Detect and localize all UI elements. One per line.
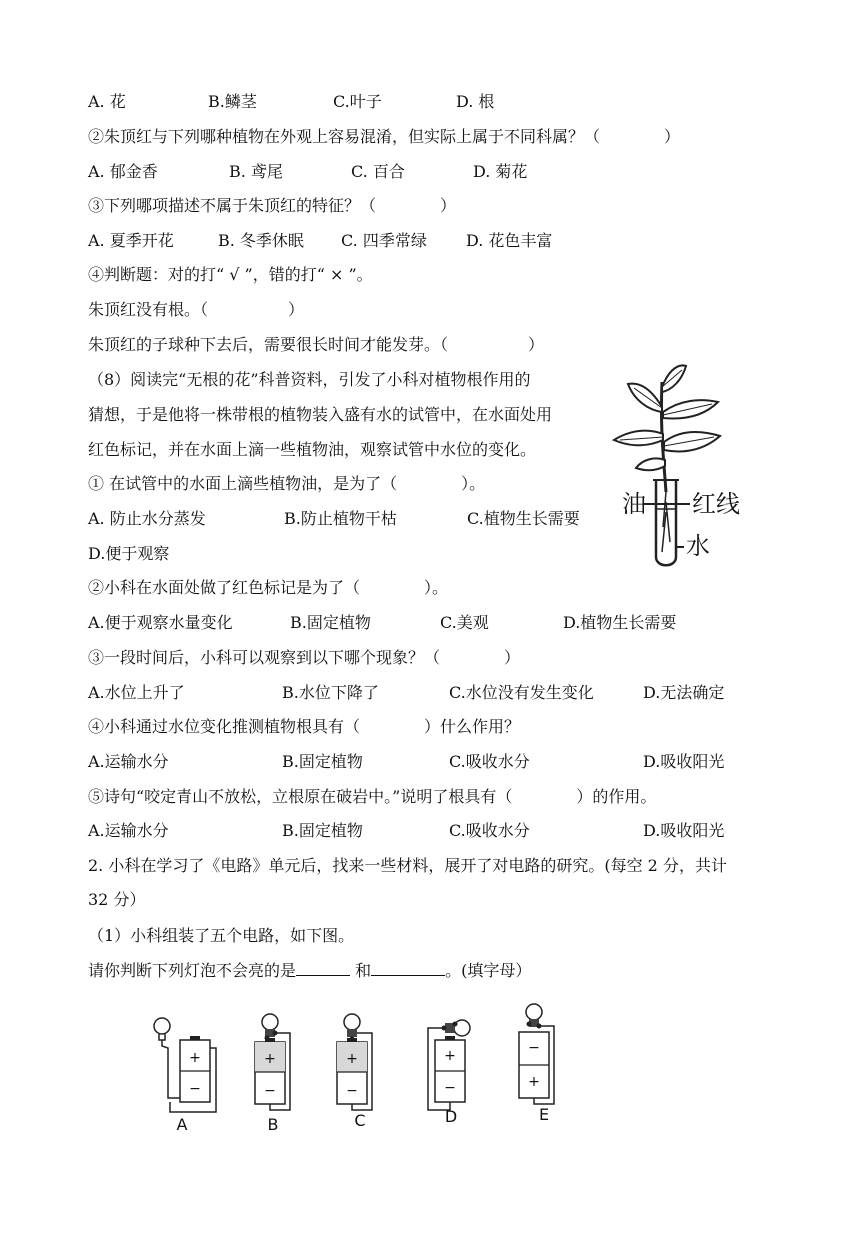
- leaf-icon: [662, 365, 686, 392]
- q2-prompt-text-b: 。(填字母）: [445, 961, 532, 980]
- circuit-b-minus: −: [264, 1083, 276, 1099]
- q7-2-stem: ②朱顶红与下列哪种植物在外观上容易混淆，但实际上属于不同科属？（ ）: [88, 127, 681, 146]
- water-label: 水: [686, 532, 710, 560]
- q8-1-stem: ① 在试管中的水面上滴些植物油，是为了（ ）。: [88, 474, 486, 493]
- q7-4-stem: ④判断题：对的打“ √ ”，错的打“ × ”。: [88, 265, 373, 284]
- q8-2-option-b: B.固定植物: [290, 613, 371, 632]
- q8-5-option-a: A.运输水分: [88, 821, 169, 840]
- circuit-e-plus: +: [528, 1074, 540, 1090]
- circuit-c-minus: −: [346, 1083, 358, 1099]
- q8-3-option-b: B.水位下降了: [282, 683, 379, 702]
- answer-blank-1[interactable]: [296, 961, 350, 976]
- circuit-e-minus: −: [528, 1040, 540, 1056]
- q7-3-option-d: D. 花色丰富: [466, 231, 553, 250]
- circuit-a: [154, 1018, 216, 1134]
- q8-intro-line-1: （8）阅读完“无根的花”科普资料，引发了小科对植物根作用的: [88, 370, 531, 389]
- q8-5-option-d: D.吸收阳光: [643, 821, 725, 840]
- q7-1-option-b: B.鳞茎: [208, 92, 257, 111]
- q8-1-option-b: B.防止植物干枯: [284, 509, 397, 528]
- circuit-label-c: C: [354, 1111, 366, 1130]
- red-line-label: 红线: [692, 490, 740, 518]
- q8-intro-line-2: 猜想，于是他将一株带根的植物装入盛有水的试管中，在水面处用: [88, 405, 553, 424]
- q8-5-option-b: B.固定植物: [282, 821, 363, 840]
- q7-4-statement-2: 朱顶红的子球种下去后，需要很长时间才能发芽。（ ）: [88, 335, 545, 354]
- q7-2-option-b: B. 鸢尾: [229, 162, 283, 181]
- q7-2-option-c: C. 百合: [351, 162, 405, 181]
- bulb-icon: [344, 1014, 360, 1030]
- q2-sub1-title: （1）小科组装了五个电路，如下图。: [88, 926, 355, 945]
- q8-2-stem: ②小科在水面处做了红色标记是为了（ ）。: [88, 578, 449, 597]
- q2-stem-line-2: 32 分）: [88, 890, 146, 909]
- q8-4-option-d: D.吸收阳光: [643, 752, 725, 771]
- q8-4-option-c: C.吸收水分: [449, 752, 530, 771]
- bulb-icon: [526, 1004, 542, 1020]
- q8-5-stem: ⑤诗句“咬定青山不放松，立根原在破岩中。”说明了根具有（ ）的作用。: [88, 787, 657, 806]
- oil-label: 油: [622, 490, 646, 518]
- q8-4-stem: ④小科通过水位变化推测植物根具有（ ）什么作用？: [88, 717, 521, 736]
- circuit-b-plus: +: [264, 1051, 276, 1067]
- q7-1-option-d: D. 根: [456, 92, 495, 111]
- answer-blank-2[interactable]: [371, 961, 445, 976]
- q8-4-option-b: B.固定植物: [282, 752, 363, 771]
- circuit-label-d: D: [444, 1107, 458, 1126]
- circuits-figure: [140, 1000, 600, 1140]
- leaf-icon: [636, 458, 665, 470]
- q7-3-option-a: A. 夏季开花: [88, 231, 174, 250]
- circuit-label-a: A: [176, 1115, 188, 1134]
- circuit-label-b: B: [267, 1115, 279, 1134]
- plant-test-tube-figure: [600, 362, 760, 572]
- q8-1-option-a: A. 防止水分蒸发: [88, 509, 206, 528]
- circuit-label-e: E: [538, 1105, 550, 1124]
- q8-3-stem: ③一段时间后，小科可以观察到以下哪个现象？（ ）: [88, 648, 521, 667]
- q7-3-option-b: B. 冬季休眠: [218, 231, 304, 250]
- q8-intro-line-3: 红色标记，并在水面上滴一些植物油，观察试管中水位的变化。: [88, 440, 537, 459]
- bulb-icon: [262, 1014, 278, 1030]
- q8-3-option-c: C.水位没有发生变化: [449, 683, 594, 702]
- q7-2-option-d: D. 菊花: [473, 162, 528, 181]
- circuit-c-plus: +: [346, 1051, 358, 1067]
- q8-2-option-c: C.美观: [440, 613, 489, 632]
- q2-prompt-and: 和: [350, 961, 372, 980]
- q8-1-option-c: C.植物生长需要: [467, 509, 580, 528]
- q7-1-option-c: C.叶子: [333, 92, 382, 111]
- leaf-icon: [628, 384, 662, 412]
- q7-3-option-c: C. 四季常绿: [341, 231, 427, 250]
- q7-2-option-a: A. 郁金香: [88, 162, 158, 181]
- circuit-c: [337, 1014, 372, 1130]
- q8-2-option-d: D.植物生长需要: [563, 613, 677, 632]
- bulb-icon: [154, 1018, 170, 1034]
- q7-3-stem: ③下列哪项描述不属于朱顶红的特征？（ ）: [88, 196, 457, 215]
- circuit-b: [255, 1014, 290, 1134]
- leaf-icon: [664, 432, 720, 451]
- circuit-d: [428, 1020, 470, 1126]
- circuit-d-minus: −: [444, 1080, 456, 1096]
- q8-2-option-a: A.便于观察水量变化: [88, 613, 233, 632]
- q2-sub1-prompt: [88, 961, 531, 981]
- q8-4-option-a: A.运输水分: [88, 752, 169, 771]
- circuit-a-plus: +: [189, 1050, 201, 1066]
- circuit-e: [519, 1004, 554, 1124]
- q8-5-option-c: C.吸收水分: [449, 821, 530, 840]
- q8-1-option-d: D.便于观察: [88, 544, 170, 563]
- q2-prompt-text-a: 请你判断下列灯泡不会亮的是: [88, 961, 297, 980]
- q8-3-option-a: A.水位上升了: [88, 683, 185, 702]
- circuit-d-plus: +: [444, 1048, 456, 1064]
- q7-1-option-a: A. 花: [88, 92, 126, 111]
- q7-4-statement-1: 朱顶红没有根。（ ）: [88, 300, 305, 319]
- circuit-a-minus: −: [189, 1081, 201, 1097]
- q2-stem-line-1: 2. 小科在学习了《电路》单元后，找来一些材料，展开了对电路的研究。(每空 2 分，共计: [88, 856, 727, 875]
- q8-3-option-d: D.无法确定: [643, 683, 725, 702]
